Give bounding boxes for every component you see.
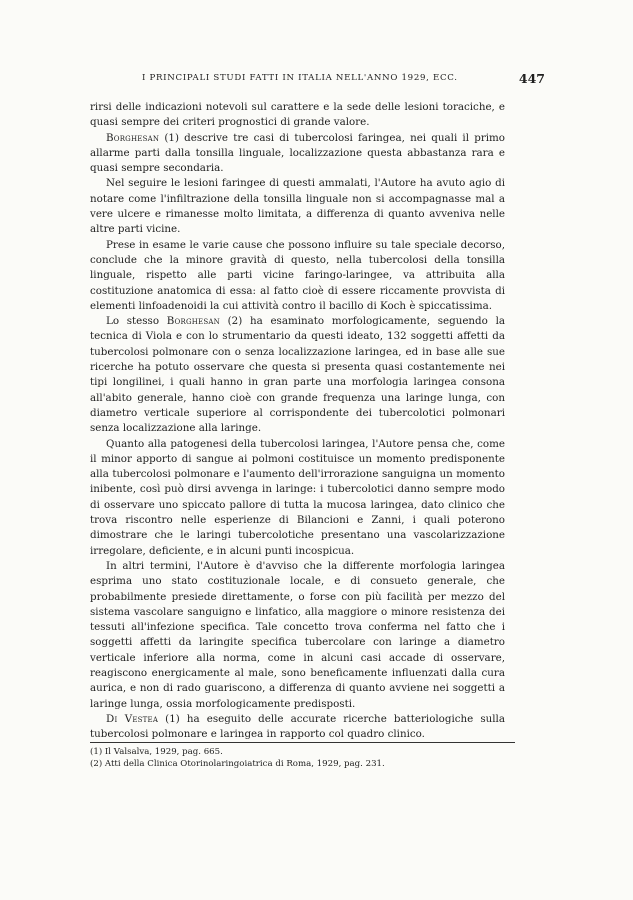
paragraph-5-text: (2) ha esaminato morfologicamente, seguendo la tecnica di Viola e con lo strumentario da questi ideato, 132 soggetti affetti da tubercolosi polmonare con o senza localizzazione laringea, ed in base alle sue ricerche ha potuto osservare che questa si presenta quasi costantemente nei tipi longilinei, i quali hanno in gran parte una morfologia laringea consona all'abito generale, hanno cioè con grande frequenza una laringe lunga, con diametro verticale superiore al corrispondente dei tubercolotici polmonari senza localizzazione alla laringe. [90,315,505,435]
author-name: Borghesan [106,131,160,144]
paragraph-5 [90,314,505,436]
paragraph-4: Prese in esame le varie cause che possono influire su tale speciale decorso, conclude che la minore gravità di questo, nella tubercolosi della tonsilla linguale, rispetto alle parti vicine faringo-laringee, va attribuita alla costituzione anatomica di essa: al fatto cioè di essere riccamente provvista di elementi linfoadenoidi la cui attività contro il bacillo di Koch è spiccatissima. [90,238,505,312]
footnote-divider [90,742,515,743]
paragraph-1: rirsi delle indicazioni notevoli sul carattere e la sede delle lesioni toraciche, e quasi sempre dei criteri prognostici di grande valore. [90,101,505,129]
paragraph-5-prefix: Lo stesso [106,315,167,328]
running-title: I PRINCIPALI STUDI FATTI IN ITALIA NELL'ANNO 1929, ECC. [142,73,458,83]
paragraph-7: In altri termini, l'Autore è d'avviso che la differente morfologia laringea esprima uno stato costituzionale locale, e di consueto generale, che probabilmente presiede direttamente, o forse con più facilità per mezzo del sistema vascolare sanguigno e linfatico, alla maggiore o minore resistenza dei tessuti all'infezione specifica. Tale concetto trova conferma nel fatto che i soggetti affetti da laringite specifica tubercolare con laringe a diametro verticale inferiore alla norma, come in alcuni casi accade di osservare, reagiscono energicamente al male, sono beneficamente influenzati dalla cura aurica, e non di rado guariscono, a differenza di quanto avviene nei soggetti a laringe lunga, ossia morfologicamente predisposti. [90,559,505,710]
body-text [90,100,505,742]
paragraph-2-text: (1) descrive tre casi di tubercolosi faringea, nei quali il primo allarme parti dalla tonsilla linguale, localizzazione questa abbastanza rara e quasi sempre secondaria. [90,131,505,175]
paragraph-8 [90,712,505,743]
footnotes [90,746,515,770]
paragraph-6: Quanto alla patogenesi della tubercolosi laringea, l'Autore pensa che, come il minor apporto di sangue ai polmoni costituisce un momento predisponente alla tubercolosi polmonare e l'aumento dell'irrorazione sanguigna un momento inibente, così può dirsi avvenga in laringe: i tubercolotici danno sempre modo di osservare uno spiccato pallore di tutta la mucosa laringea, dato clinico che trova riscontro nelle esperienze di Bilancioni e Zanni, i quali poterono dimostrare che le laringi tubercolotiche presentano una vascolarizzazione irregolare, deficiente, e in alcuni punti incospicua. [90,437,505,557]
page-number: 447 [518,71,545,86]
paragraph-2 [90,131,505,177]
paragraph-3: Nel seguire le lesioni faringee di questi ammalati, l'Autore ha avuto agio di notare come l'infiltrazione della tonsilla linguale non si accompagnasse mal a vere ulcere e rimanesse molto limitata, a differenza di quanto avveniva nelle altre parti vicine. [90,177,505,236]
paragraph-8-text: (1) ha eseguito delle accurate ricerche batteriologiche sulla tubercolosi polmonare e laringea in rapporto col quadro clinico. [90,712,505,741]
author-name: Di Vestea [106,712,159,725]
author-name: Borghesan [166,315,220,328]
page-header [90,73,545,87]
footnote-1: (1) Il Valsalva, 1929, pag. 665. [90,747,223,757]
footnote-2: (2) Atti della Clinica Otorinolaringoiatrica di Roma, 1929, pag. 231. [90,759,385,769]
